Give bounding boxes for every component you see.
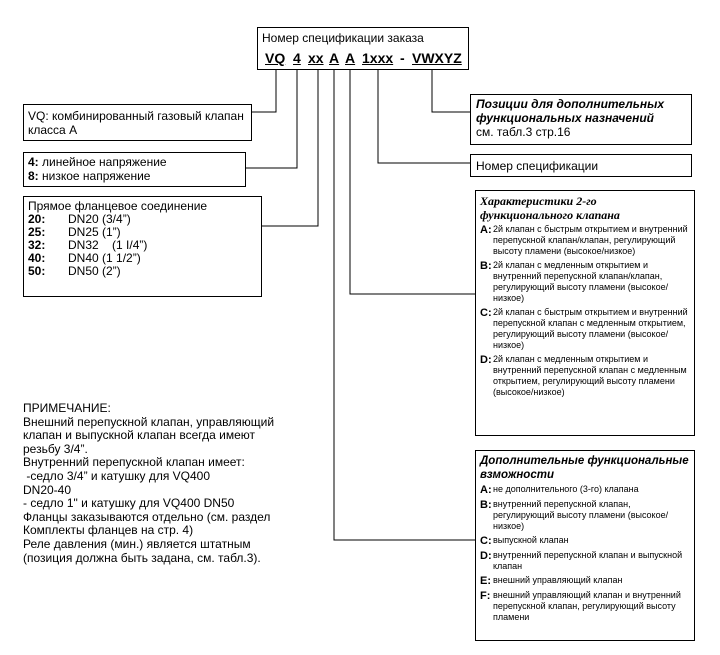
vq-box — [23, 104, 252, 141]
extra-function-option: A: не дополнительного (3-го) клапана — [480, 484, 639, 496]
second-valve-option: B: 2й клапан с медленным открытием и внутренний перепускной клапан/клапан, регулирующий высоту пламени (высокое/низкое) — [480, 260, 669, 303]
voltage-key: 4: — [28, 155, 39, 169]
note-line: Внешний перепускной клапан, управляющий — [23, 414, 275, 429]
note-block — [23, 402, 313, 565]
flange-title: Прямое фланцевое соединение — [28, 199, 208, 213]
voltage-item — [28, 155, 241, 169]
code-voltage: 4 — [293, 50, 301, 66]
note-heading: ПРИМЕЧАНИЕ: — [23, 401, 111, 415]
note-line: -седло 3/4” и катушку для VQ400 — [23, 468, 211, 483]
extra-function-option: F: внешний управляющий клапан и внутренний перепускной клапан, регулирующий высоту пламени — [480, 590, 681, 622]
positions-box — [470, 94, 692, 145]
second-valve-box — [475, 190, 695, 436]
flange-item: 20: DN20 (3/4”) — [28, 212, 131, 226]
note-line: Комплекты фланцев на стр. 4) — [23, 523, 194, 538]
spec-number-text: Номер спецификации — [476, 159, 599, 173]
note-line: - седло 1" и катушку для VQ400 DN50 — [23, 496, 235, 511]
second-valve-title: Характеристики 2-го функционального клапана — [480, 194, 620, 222]
connector-flange — [262, 68, 318, 226]
note-line: Внутренний перепускной клапан имеет: — [23, 455, 245, 470]
code-dash: - — [400, 50, 405, 66]
code-connection: xx — [308, 50, 324, 66]
extra-functions-box — [475, 450, 695, 641]
voltage-key: 8: — [28, 169, 39, 183]
flange-item: 50: DN50 (2”) — [28, 264, 121, 278]
note-line: Реле давления (мин.) является штатным — [23, 536, 251, 551]
connector-voltage — [246, 68, 297, 168]
flange-item: 32: DN32 (1 I/4”) — [28, 238, 148, 252]
connector-positions — [432, 68, 470, 112]
second-valve-option: A: 2й клапан с быстрым открытием и внутренний перепускной клапан/клапан, регулирующий высоту пламени (высокое/низкое) — [480, 224, 688, 256]
voltage-item — [28, 169, 241, 183]
note-line: (позиция должна быть задана, см. табл.3). — [23, 550, 261, 565]
note-line: DN20-40 — [23, 482, 72, 497]
code-spec: 1xxx — [362, 50, 394, 66]
code-positions: VWXYZ — [412, 50, 462, 66]
vq-box-text: VQ: комбинированный газовый клапан класса А — [28, 109, 244, 137]
voltage-box — [23, 152, 246, 187]
second-valve-option: C: 2й клапан с быстрым открытием и внутренний перепускной клапан с медленным открытием, регулирующий высоту пламени (высокое/низкое) — [480, 307, 688, 350]
flange-item: 25: DN25 (1”) — [28, 225, 121, 239]
second-valve-option: D: 2й клапан с медленным открытием и внутренний перепускной клапан с медленным открытием, регулирующий высоту пламени (высокое/низкое) — [480, 354, 687, 397]
voltage-text: линейное напряжение — [42, 155, 167, 169]
connector-second-valve — [350, 68, 475, 294]
extra-function-option: D: внутренний перепускной клапан и выпускной клапан — [480, 550, 683, 571]
code-second-valve: A — [345, 50, 356, 66]
connector-spec — [378, 68, 470, 163]
note-line: резьбу 3/4”. — [23, 441, 88, 456]
code-extra: A — [329, 50, 340, 66]
note-line: Фланцы заказываются отдельно (см. раздел — [23, 509, 271, 524]
note-line: клапан и выпускной клапан всегда имеют — [23, 428, 255, 443]
extra-functions-title: Дополнительные функциональные взможности — [480, 455, 689, 481]
order-spec-caption: Номер спецификации заказа — [262, 31, 424, 45]
positions-text: см. табл.3 стр.16 — [476, 125, 571, 139]
spec-number-box — [470, 154, 692, 177]
extra-function-option: C: выпускной клапан — [480, 535, 569, 547]
connector-extra — [334, 68, 475, 540]
code-vq: VQ — [265, 50, 286, 66]
extra-function-option: E: внешний управляющий клапан — [480, 575, 623, 587]
flange-box — [23, 196, 262, 297]
flange-item: 40: DN40 (1 1/2”) — [28, 251, 141, 265]
voltage-text: низкое напряжение — [42, 169, 151, 183]
extra-function-option: B: внутренний перепускной клапан, регулирующий высоту пламени (высокое/низкое) — [480, 499, 669, 531]
positions-title: Позиции для дополнительных функциональных назначений — [476, 97, 664, 125]
connector-vq — [252, 68, 276, 112]
